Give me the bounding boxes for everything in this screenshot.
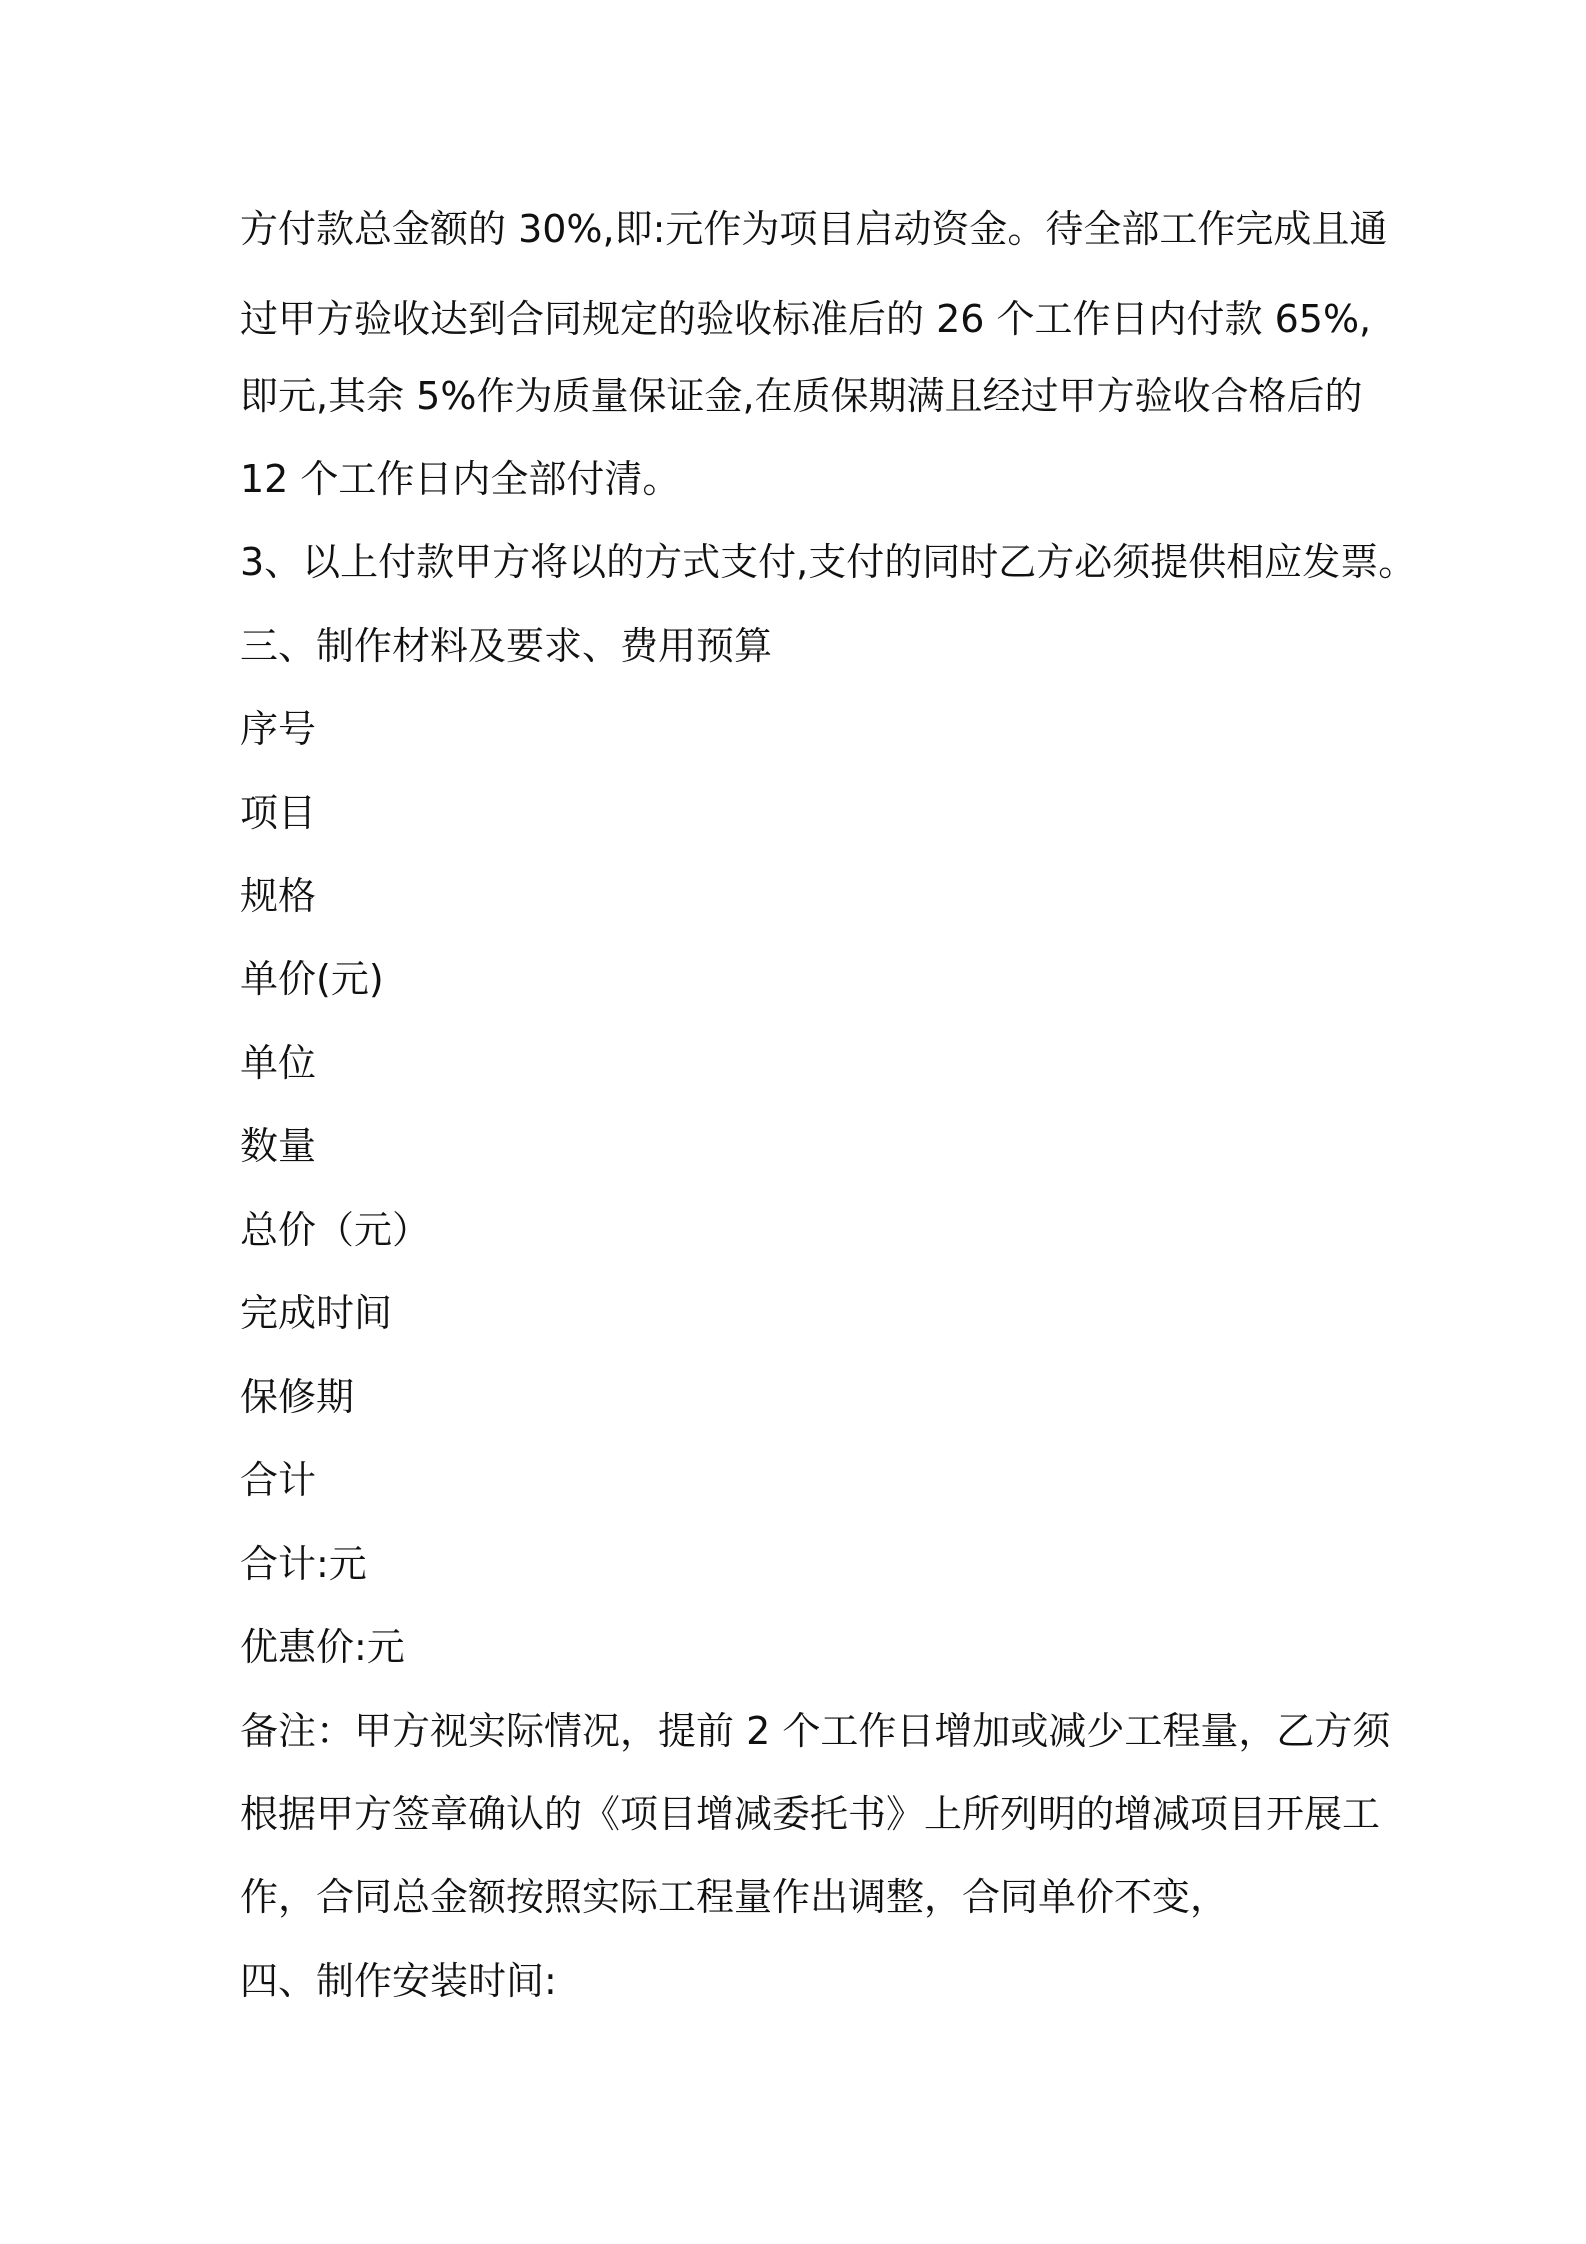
discount-price: 优惠价:元 xyxy=(240,1625,405,1669)
total-amount: 合计:元 xyxy=(240,1542,367,1586)
table-header-cell: 总价（元） xyxy=(240,1208,431,1252)
table-header-cell: 单价(元) xyxy=(240,957,384,1001)
remark-line: 作，合同总金额按照实际工程量作出调整，合同单价不变， xyxy=(240,1875,1229,1919)
table-header-cell: 数量 xyxy=(240,1124,317,1168)
section-heading: 三、制作材料及要求、费用预算 xyxy=(240,624,773,668)
section-heading: 四、制作安装时间: xyxy=(240,1959,557,2003)
table-header-cell: 单位 xyxy=(240,1041,317,1085)
paragraph-line: 12 个工作日内全部付清。 xyxy=(240,457,681,501)
table-header-cell: 完成时间 xyxy=(240,1291,393,1335)
table-header-cell: 规格 xyxy=(240,874,317,918)
table-total-row: 合计 xyxy=(240,1458,317,1502)
paragraph-line: 过甲方验收达到合同规定的验收标准后的 26 个工作日内付款 65%, xyxy=(240,297,1372,341)
paragraph-line: 3、以上付款甲方将以的方式支付,支付的同时乙方必须提供相应发票。 xyxy=(240,540,1417,584)
remark-line: 根据甲方签章确认的《项目增减委托书》上所列明的增减项目开展工 xyxy=(240,1792,1381,1836)
table-header-cell: 项目 xyxy=(240,791,317,835)
paragraph-line: 方付款总金额的 30%,即:元作为项目启动资金。待全部工作完成且通 xyxy=(240,207,1388,251)
table-header-cell: 保修期 xyxy=(240,1375,355,1419)
table-header-cell: 序号 xyxy=(240,707,317,751)
remark-line: 备注：甲方视实际情况，提前 2 个工作日增加或减少工程量，乙方须 xyxy=(240,1709,1391,1753)
paragraph-line: 即元,其余 5%作为质量保证金,在质保期满且经过甲方验收合格后的 xyxy=(240,374,1363,418)
